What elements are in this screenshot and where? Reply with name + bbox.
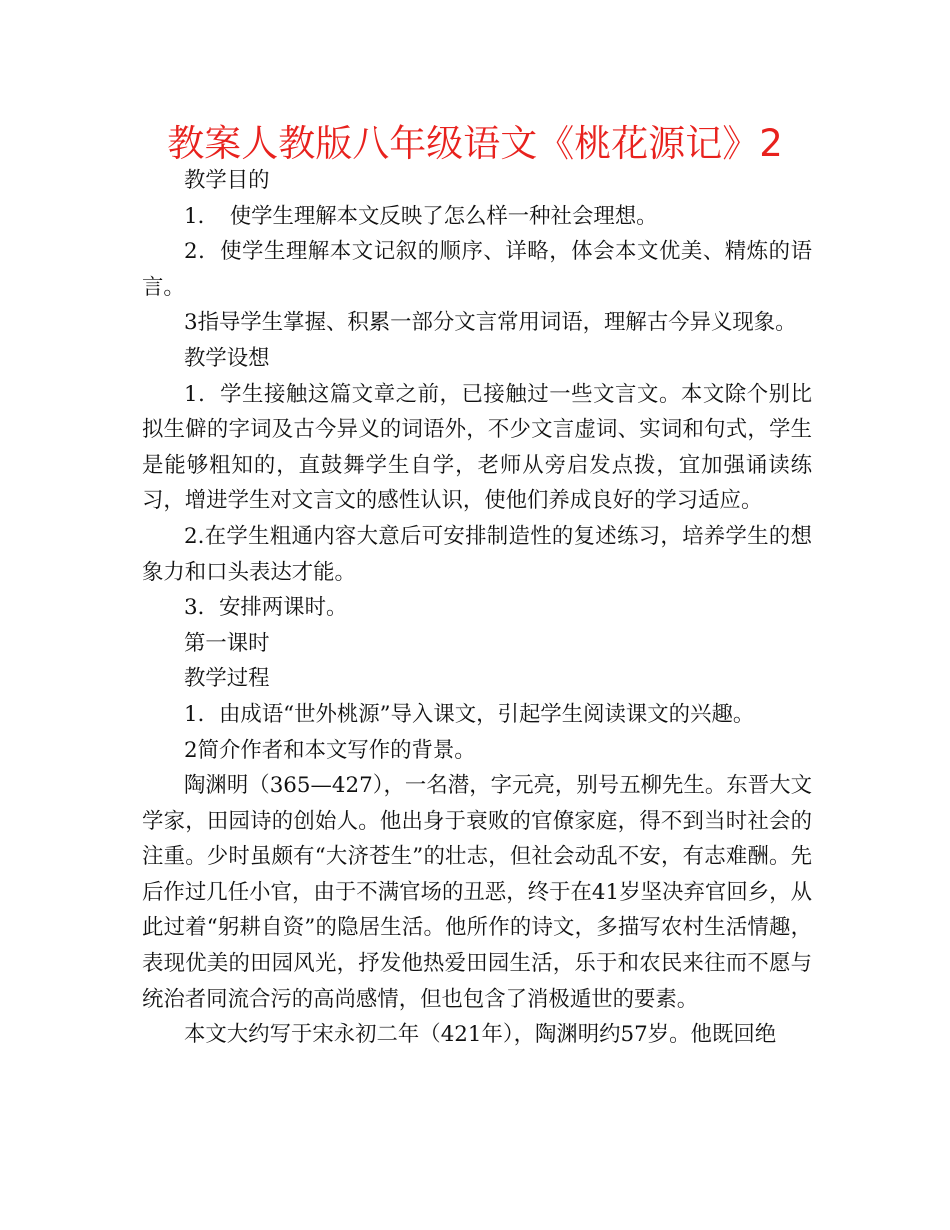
goal-item-2: 2．使学生理解本文记叙的顺序、详略，体会本文优美、精炼的语言。 [142,239,812,300]
heading-first-lesson: 第一课时 [184,630,270,656]
heading-teaching-ideas: 教学设想 [184,345,270,371]
document-body [142,163,812,1053]
goal-item-1: 1． 使学生理解本文反映了怎么样一种社会理想。 [184,203,658,229]
idea-item-3: 3．安排两课时。 [184,595,348,621]
idea-item-1: 1．学生接触这篇文章之前，已接触过一些文言文。本文除个别比拟生僻的字词及古今异义的词语外，不少文言虚词、实词和句式，学生是能够粗知的，直鼓舞学生自学，老师从旁启发点拨，宜加强诵读练习，增进学生对文言文的感性认识，使他们养成良好的学习适应。 [142,381,812,514]
goal-item-3: 3指导学生掌握、积累一部分文言常用词语，理解古今异义现象。 [184,310,797,336]
heading-teaching-goals: 教学目的 [184,168,270,193]
heading-teaching-process: 教学过程 [184,666,270,692]
background-paragraph: 本文大约写于宋永初二年（421年），陶渊明约57岁。他既回绝 [184,1022,777,1048]
author-intro-paragraph: 陶渊明（365—427），一名潜，字元亮，别号五柳先生。东晋大文学家，田园诗的创始人。他出身于衰败的官僚家庭，得不到当时社会的注重。少时虽颇有“大济苍生”的壮志，但社会动乱不安，有志难酬。先后作过几任小官，由于不满官场的丑恶，终于在41岁坚决弃官回乡，从此过着“躬耕自资”的隐居生活。他所作的诗文，多描写农村生活情趣，表现优美的田园风光，抒发他热爱田园生活，乐于和农民来往而不愿与统治者同流合污的高尚感情，但也包含了消极遁世的要素。 [142,773,812,1012]
idea-item-2: 2.在学生粗通内容大意后可安排制造性的复述练习，培养学生的想象力和口头表达才能。 [142,523,812,585]
process-item-2: 2简介作者和本文写作的背景。 [184,737,476,763]
process-item-1: 1．由成语“世外桃源”导入课文，引起学生阅读课文的兴趣。 [184,701,755,727]
document-title: 教案人教版八年级语文《桃花源记》2 [167,122,783,165]
